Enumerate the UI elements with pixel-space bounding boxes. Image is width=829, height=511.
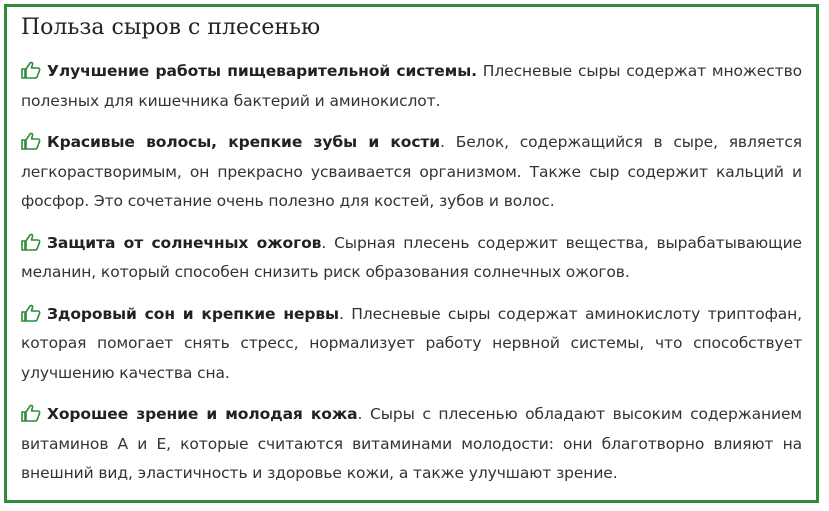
benefit-text: . Сырная плесень содержит вещества, вырабатывающие меланин, который способен снизить риск образования солнечных ожогов.: [21, 233, 802, 281]
page-title: Польза сыров с плесенью: [21, 15, 321, 40]
benefit-heading: Здоровый сон и крепкие нервы: [47, 304, 339, 323]
benefit-heading: Красивые волосы, крепкие зубы и кости: [47, 133, 441, 151]
benefit-item-digestion: [21, 57, 802, 116]
benefit-item-sleep-nerves: [21, 300, 802, 389]
thumbs-up-icon: [21, 233, 41, 251]
benefit-heading: Улучшение работы пищеварительной системы.: [47, 62, 477, 80]
benefit-heading: Защита от солнечных ожогов: [47, 233, 322, 252]
benefit-heading: Хорошее зрение и молодая кожа: [47, 405, 358, 423]
benefit-text: . Белок, содержащийся в сыре, является легкорастворимым, он прекрасно усваивается организмом. Также сыр содержит кальций и фосфор. Это сочетание очень полезно для костей, зубов и волос.: [21, 133, 802, 210]
benefit-text: Плесневые сыры содержат множество полезных для кишечника бактерий и аминокислот.: [21, 62, 802, 110]
benefit-text: . Плесневые сыры содержат аминокислоту триптофан, которая помогает снять стресс, нормализует работу нервной системы, что способствует улучшению качества сна.: [21, 304, 802, 382]
thumbs-up-icon: [21, 304, 41, 322]
benefit-item-hair-teeth-bones: [21, 128, 802, 217]
thumbs-up-icon: [21, 132, 41, 150]
benefit-item-vision-skin: [21, 400, 802, 489]
benefit-text: . Сыры с плесенью обладают высоким содержанием витаминов А и Е, которые считаются витаминами молодости: они благотворно влияют на внешний вид, эластичность и здоровье кожи, а также улучшают зрение.: [21, 405, 802, 482]
thumbs-up-icon: [21, 404, 41, 422]
benefits-card: [4, 4, 819, 503]
benefit-item-sunburn: [21, 229, 802, 288]
thumbs-up-icon: [21, 61, 41, 79]
